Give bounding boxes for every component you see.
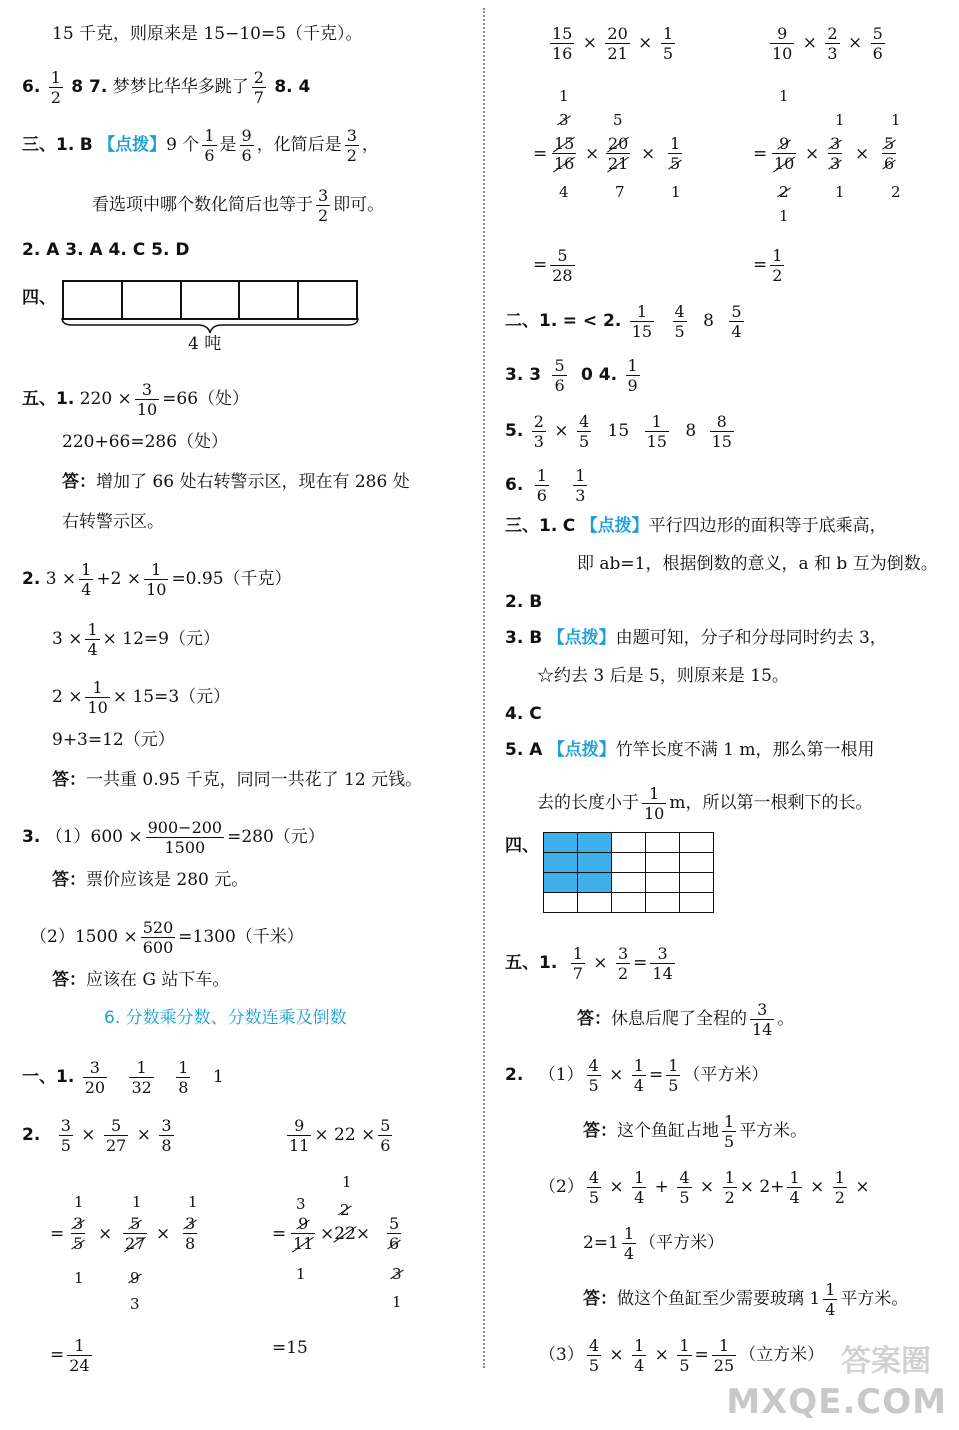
- line-q18: （2） $\frac{4}{5}$ × $\frac{1}{4}$ + $\frac{4}{5}$ × $\frac{1}{2}$ × 2+ $\frac{1}{4}$ × $\frac{1}{2}$ ×: [539, 1168, 870, 1207]
- line-l12: 3 × $\frac{1}{4}$ × 12=9（元）: [52, 620, 220, 659]
- line-l10: 右转警示区。: [62, 512, 164, 532]
- segment-bar: [62, 280, 358, 320]
- section-four-label-right: 四、: [505, 836, 539, 856]
- line-q1: 二、1. = < 2. $\frac{1}{15}$ $\frac{4}{5}$ 8 $\frac{5}{4}$: [505, 302, 742, 341]
- line-l16: 3. （1）600 × $\frac{900-200}{1500}$ =280（元）: [22, 818, 325, 857]
- line-l21a: 2. $\frac{3}{5}$ × $\frac{5}{27}$ × $\frac{3}{8}$: [22, 1116, 172, 1155]
- line-q4: 6. $\frac{1}{6}$ $\frac{1}{3}$: [505, 466, 586, 505]
- shaded-grid: [543, 832, 714, 913]
- watermark-logo: 答案圈: [841, 1344, 931, 1379]
- line-l1: 15 千克，则原来是 15−10=5（千克）。: [52, 24, 363, 44]
- fraction: $\frac{1}{2}$: [50, 68, 61, 107]
- line-q3: 5. $\frac{2}{3}$ × $\frac{4}{5}$ 15 $\frac{1}{15}$ 8 $\frac{8}{15}$: [505, 412, 732, 451]
- line-l19: 答：应该在 G 站下车。: [52, 970, 230, 990]
- line-q8: 3. B 【点拨】由题可知，分子和分母同时约去 3，: [505, 628, 887, 648]
- line-q17: 答：这个鱼缸占地 $\frac{1}{5}$ 平方米。: [583, 1112, 808, 1151]
- line-l11: 2. 3 × $\frac{1}{4}$ +2 × $\frac{1}{10}$ =0.95（千克）: [22, 560, 292, 599]
- fraction: $\frac{2}{7}$: [253, 68, 264, 107]
- hint-tag: 【点拨】: [98, 135, 167, 155]
- line-q21: （3） $\frac{4}{5}$ × $\frac{1}{4}$ × $\frac{1}{5}$ = $\frac{1}{25}$ （立方米）: [539, 1336, 825, 1375]
- line-l9: 答：增加了 66 处右转警示区，现在有 286 处: [62, 472, 410, 492]
- result-1: = $\frac{1}{24}$: [50, 1336, 90, 1375]
- product-2: $\frac{9}{10}$ × $\frac{2}{3}$ × $\frac{5}{6}$: [772, 24, 883, 63]
- line-q6: 即 ab=1，根据倒数的意义，a 和 b 互为倒数。: [577, 554, 938, 574]
- line-q5: 三、1. C 【点拨】平行四边形的面积等于底乘高，: [505, 516, 887, 536]
- hint-tag: 【点拨】: [580, 516, 649, 536]
- result-3: = $\frac{5}{28}$: [533, 246, 573, 285]
- line-q15: 答：休息后爬了全程的 $\frac{3}{14}$ 。: [577, 1000, 795, 1039]
- line-l17: 答：票价应该是 280 元。: [52, 870, 249, 890]
- line-l18: （2）1500 × $\frac{520}{600}$ =1300（千米）: [30, 918, 304, 957]
- line-l3: 三、1. B 【点拨】9 个 $\frac{1}{6}$ 是 $\frac{9}{6}$ ，化简后是 $\frac{3}{2}$ ，: [22, 126, 379, 165]
- result-4: = $\frac{1}{2}$: [753, 246, 783, 285]
- section-four-label: 四、: [22, 288, 56, 308]
- line-l8: 220+66=286（处）: [62, 432, 229, 452]
- line-q16: 2. （1） $\frac{4}{5}$ × $\frac{1}{4}$ = $\frac{1}{5}$ （平方米）: [505, 1056, 769, 1095]
- line-l21b: $\frac{9}{11}$ × 22 × $\frac{5}{6}$: [289, 1116, 391, 1155]
- line-q14: 五、1. $\frac{1}{7}$ × $\frac{3}{2}$ = $\frac{3}{14}$: [505, 944, 673, 983]
- watermark-text: MXQE.COM: [726, 1382, 947, 1422]
- hint-tag: 【点拨】: [547, 740, 616, 760]
- column-divider: [483, 8, 485, 1368]
- line-q2: 3. 3 $\frac{5}{6}$ 0 4. $\frac{1}{9}$: [505, 356, 638, 395]
- line-l4: 看选项中哪个数化简后也等于 $\frac{3}{2}$ 即可。: [92, 186, 385, 225]
- line-l13: 2 × $\frac{1}{10}$ × 15=3（元）: [52, 678, 231, 717]
- line-l5: 2. A 3. A 4. C 5. D: [22, 240, 190, 260]
- line-l2: 6. $\frac{1}{2}$ 8 7. 梦梦比华华多跳了 $\frac{2}{7}$ 8. 4: [22, 68, 311, 107]
- line-q11: 5. A 【点拨】竹竿长度不满 1 m，那么第一根用: [505, 740, 875, 760]
- line-q9: ☆约去 3 后是 5，则原来是 15。: [537, 666, 789, 686]
- line-l15: 答：一共重 0.95 千克，同同一共花了 12 元钱。: [52, 770, 423, 790]
- line-l14: 9+3=12（元）: [52, 730, 175, 750]
- line-q10: 4. C: [505, 704, 542, 724]
- hint-tag: 【点拨】: [547, 628, 616, 648]
- section-heading: 6. 分数乘分数、分数连乘及倒数: [104, 1008, 347, 1028]
- bar-total-label: 4 吨: [188, 334, 222, 354]
- line-l20: 一、1. $\frac{3}{20}$ $\frac{1}{32}$ $\frac{1}{8}$ 1: [22, 1058, 224, 1097]
- line-q12: 去的长度小于 $\frac{1}{10}$ m，所以第一根剩下的长。: [537, 784, 873, 823]
- product-1: $\frac{15}{16}$ × $\frac{20}{21}$ × $\frac{1}{5}$: [552, 24, 674, 63]
- line-q7: 2. B: [505, 592, 543, 612]
- line-q19: 2=1 $\frac{1}{4}$ （平方米）: [583, 1224, 725, 1263]
- result-2: =15: [272, 1338, 308, 1358]
- line-l7: 五、1. 220 × $\frac{3}{10}$ =66（处）: [22, 380, 250, 419]
- line-q20: 答：做这个鱼缸至少需要玻璃 1 $\frac{1}{4}$ 平方米。: [583, 1280, 909, 1319]
